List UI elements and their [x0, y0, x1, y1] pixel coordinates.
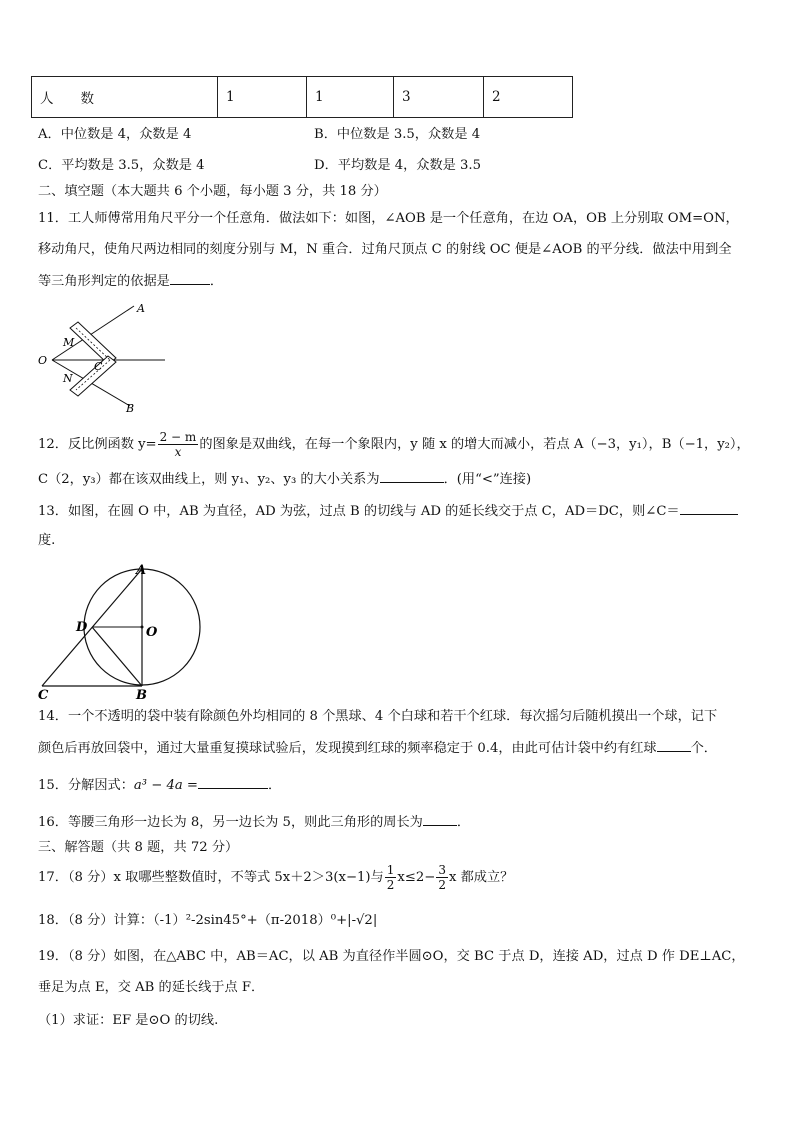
- label-n: N: [63, 372, 73, 385]
- option-d: D．平均数是 4，众数是 3.5: [314, 158, 482, 173]
- table-cell: 3: [394, 77, 484, 118]
- fraction-denominator: 2: [386, 878, 395, 892]
- option-b: B．中位数是 3.5，众数是 4: [314, 127, 481, 142]
- q16-text: 16．等腰三角形一边长为 8，另一边长为 5，则此三角形的周长为: [38, 815, 423, 830]
- q13-line1: [38, 502, 738, 521]
- q13-line1-text: 13．如图，在圆 O 中，AB 为直径，AD 为弦，过点 B 的切线与 AD 的延长线交于点 C，AD＝DC，则∠C＝: [38, 504, 680, 519]
- fraction: [158, 430, 199, 459]
- fraction-numerator: 1: [386, 863, 395, 877]
- q16-line: [38, 813, 470, 832]
- ray-oa: [52, 306, 134, 360]
- table-row: [32, 77, 573, 118]
- q12-line2: [38, 470, 531, 489]
- q12-line2a: C（2，y₃）都在该双曲线上，则 y₁、y₂、y₃ 的大小关系为: [38, 472, 380, 487]
- label-a: A: [136, 563, 147, 578]
- answer-blank: [423, 813, 457, 826]
- fraction-denominator: x: [174, 445, 182, 459]
- q17-part2: x≤2−: [397, 870, 436, 885]
- section-heading-solve: 三、解答题（共 8 题，共 72 分）: [38, 840, 239, 855]
- q12-line2b: ．(用“<”连接): [443, 472, 532, 487]
- q14-line1: 14．一个不透明的袋中装有除颜色外均相同的 8 个黑球、4 个白球和若干个红球．每次摇匀后随机摸出一个球，记下: [38, 709, 718, 724]
- answer-blank: [657, 739, 691, 752]
- q18-line: 18．（8 分）计算：（-1）²-2sin45°+（π-2018）⁰+|-√2|: [38, 913, 378, 928]
- q14-line2b: 个．: [690, 741, 717, 756]
- fraction-numerator: 3: [438, 863, 446, 877]
- table-cell: 1: [218, 77, 307, 118]
- q11-line2: 移动角尺，使角尺两边相同的刻度分别与 M，N 重合．过角尺顶点 C 的射线 OC 便是∠AOB 的平分线．做法中用到全: [38, 242, 732, 257]
- label-d: D: [76, 620, 88, 635]
- q17-line: [38, 862, 513, 894]
- fraction-numerator: 2 − m: [159, 430, 197, 444]
- label-a: A: [137, 302, 145, 315]
- q19-line2: 垂足为点 E，交 AB 的延长线于点 F．: [38, 980, 265, 995]
- label-c: C: [38, 688, 49, 700]
- label-b: B: [136, 688, 147, 700]
- label-m: M: [63, 336, 75, 349]
- q15-text: 15．分解因式：: [38, 778, 134, 793]
- q12-line1: [38, 430, 750, 458]
- label-b: B: [126, 402, 135, 415]
- table-cell: 1: [307, 77, 394, 118]
- q12-part2: 的图象是双曲线，在每一个象限内，y 随 x 的增大而减小，若点 A（−3，y₁），B（−1，y₂），: [199, 437, 750, 452]
- label-o: O: [146, 625, 158, 640]
- q14-line2: [38, 739, 717, 758]
- q13-line2: 度.: [38, 533, 56, 548]
- q11-line1: 11．工人师傅常用角尺平分一个任意角．做法如下：如图，∠AOB 是一个任意角，在边 OA，OB 上分别取 OM=ON，: [38, 211, 739, 226]
- fraction: [385, 863, 397, 892]
- q15-line: [38, 776, 281, 795]
- q12-part1: 12．反比例函数 y=: [38, 437, 157, 452]
- q11-line3-end: ．: [209, 274, 224, 289]
- data-table: [31, 76, 573, 118]
- q19-line1: 19．（8 分）如图，在△ABC 中，AB＝AC，以 AB 为直径作半圆⊙O，交 BC 于点 D，连接 AD，过点 D 作 DE⊥AC，: [38, 949, 745, 964]
- label-c: C: [94, 360, 103, 373]
- fraction: [436, 863, 448, 892]
- label-o: O: [38, 354, 48, 367]
- q17-part1: 17．（8 分）x 取哪些整数值时，不等式 5x＋2＞3(x−1)与: [38, 870, 384, 885]
- option-c: C．平均数是 3.5，众数是 4: [38, 158, 205, 173]
- section-heading-fill-in: 二、填空题（本大题共 6 个小题，每小题 3 分，共 18 分）: [38, 184, 387, 199]
- fraction-denominator: 2: [438, 878, 446, 892]
- answer-blank: [380, 470, 444, 483]
- q19-line3: （1）求证：EF 是⊙O 的切线.: [38, 1013, 219, 1028]
- answer-blank: [198, 776, 268, 789]
- q11-line3-text: 等三角形判定的依据是: [38, 274, 170, 289]
- answer-blank: [680, 502, 738, 515]
- line-db: [92, 627, 142, 686]
- q14-line2a: 颜色后再放回袋中，通过大量重复摸球试验后，发现摸到红球的频率稳定于 0.4，由此可估计袋中约有红球: [38, 741, 657, 756]
- table-cell: 2: [484, 77, 573, 118]
- option-a: A．中位数是 4，众数是 4: [38, 127, 192, 142]
- answer-blank: [170, 272, 210, 285]
- center-point: [141, 626, 144, 629]
- q15-end: ．: [267, 778, 282, 793]
- angle-ruler-figure: [32, 298, 172, 418]
- q11-line3: [38, 272, 223, 291]
- table-cell: 人 数: [32, 77, 218, 118]
- q17-part3: x 都成立？: [448, 870, 514, 885]
- circle-figure: [32, 558, 212, 700]
- q16-end: ．: [456, 815, 471, 830]
- q15-expression: a³ − 4a =: [133, 778, 198, 793]
